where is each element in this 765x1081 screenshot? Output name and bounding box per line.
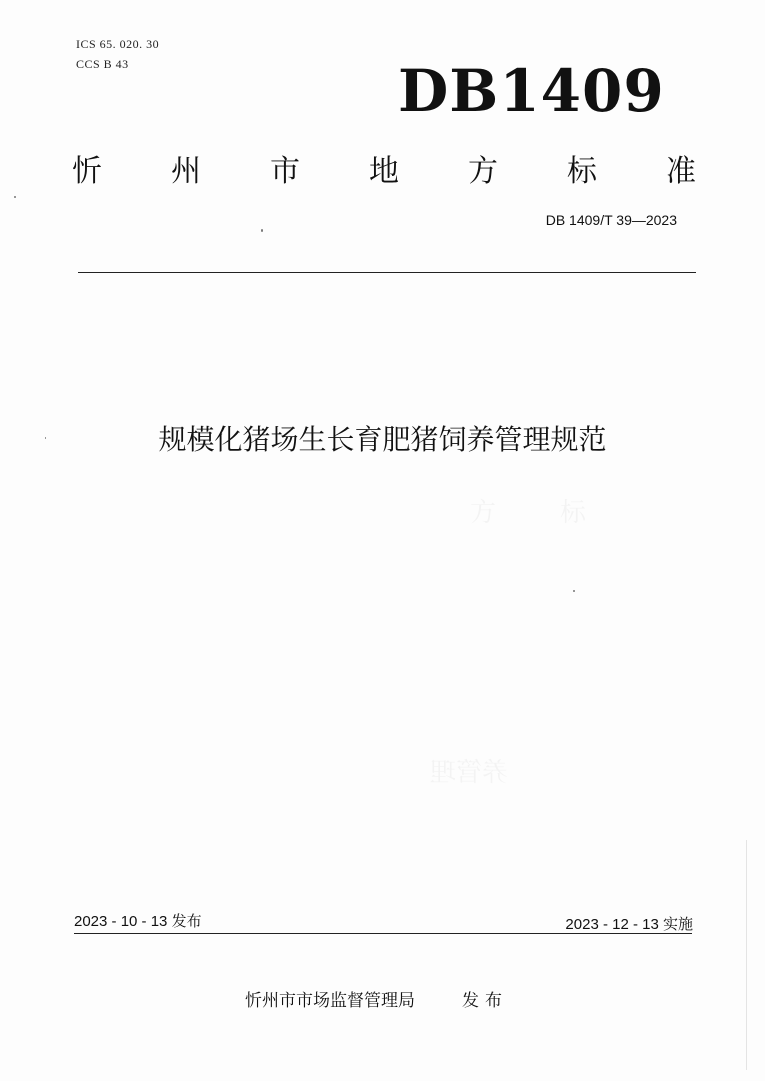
scan-edge bbox=[746, 840, 747, 1070]
standard-type-char: 州 bbox=[171, 154, 201, 189]
standard-type-char: 地 bbox=[369, 154, 399, 189]
header-divider bbox=[78, 272, 696, 273]
db-code-heading: DB1409 bbox=[398, 57, 665, 125]
standard-type-char: 忻 bbox=[72, 154, 102, 189]
ics-code: ICS 65. 020. 30 bbox=[76, 37, 160, 51]
issue-date: 2023 - 10 - 13 发布 bbox=[74, 913, 202, 930]
bleed-through-text bbox=[560, 492, 586, 529]
footer-divider bbox=[74, 933, 692, 934]
standard-type-heading bbox=[72, 146, 696, 190]
standard-number: DB 1409/T 39—2023 bbox=[545, 212, 677, 228]
standard-type-char: 标 bbox=[567, 154, 597, 189]
standard-type-char: 市 bbox=[270, 154, 300, 189]
implementation-date: 2023 - 12 - 13 实施 bbox=[565, 916, 693, 933]
scan-speck bbox=[261, 229, 263, 232]
bleed-through-text bbox=[430, 752, 508, 789]
publish-label: 发布 bbox=[462, 991, 508, 1011]
bleed-through-text bbox=[470, 492, 496, 529]
ccs-code: CCS B 43 bbox=[76, 57, 129, 71]
scan-speck bbox=[573, 590, 575, 592]
scan-speck bbox=[14, 196, 16, 198]
document-title: 规模化猪场生长育肥猪饲养管理规范 bbox=[158, 423, 607, 456]
standard-type-char: 方 bbox=[468, 154, 498, 189]
publisher-name: 忻州市市场监督管理局 bbox=[245, 991, 415, 1011]
standard-type-char: 准 bbox=[666, 154, 696, 189]
